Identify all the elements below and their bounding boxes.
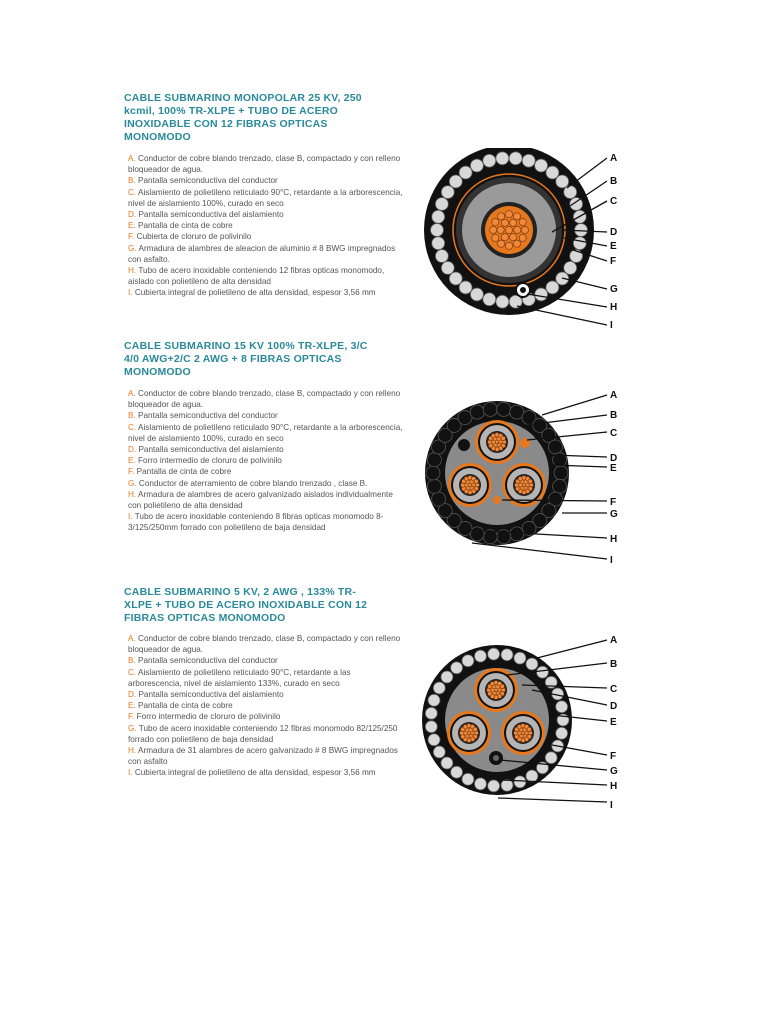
component-item <box>128 767 406 778</box>
component-item <box>128 633 406 655</box>
component-description: Pantalla de cinta de cobre <box>135 221 233 231</box>
label-a: A <box>610 390 618 401</box>
component-letter: H. <box>128 746 137 756</box>
component-description: Armadura de alambres de acero galvanizado aislados individualmente con polietileno de alta densidad <box>128 489 393 511</box>
cable-cross-section-diagram <box>412 630 632 810</box>
component-description: Conductor de aterramiento de cobre blando trenzado , clase B. <box>136 478 368 488</box>
component-description: Pantalla semiconductiva del conductor <box>135 656 278 666</box>
component-description: Pantalla semiconductiva del aislamiento <box>136 210 284 220</box>
component-letter: D. <box>128 690 137 700</box>
component-item <box>128 511 406 533</box>
component-description: Pantalla semiconductiva del aislamiento <box>136 445 284 455</box>
component-item <box>128 231 406 242</box>
label-i: I <box>610 800 613 810</box>
component-letter: B. <box>128 176 136 186</box>
component-description: Tubo de acero inoxidable conteniendo 12 fibras opticas monomodo, aislado con polietileno de alta densidad <box>128 266 385 287</box>
component-description: Pantalla de cinta de cobre <box>135 701 233 711</box>
label-b: B <box>610 410 618 421</box>
component-item <box>128 187 406 209</box>
component-description: Aislamiento de polietileno reticulado 90°C, retardante a las arborescencia, nivel de aislamiento 133%, curado en seco <box>128 667 351 688</box>
component-item <box>128 655 406 666</box>
component-letter: C. <box>128 667 137 677</box>
component-item <box>128 243 406 265</box>
component-description: Pantalla semiconductiva del aislamiento <box>136 690 284 700</box>
component-item <box>128 444 406 455</box>
component-item <box>128 410 406 421</box>
label-a: A <box>610 153 618 164</box>
label-d: D <box>610 453 618 464</box>
component-letter: I. <box>128 768 133 778</box>
component-item <box>128 422 406 444</box>
component-description: Tubo de acero inoxidable conteniendo 12 fibras monomodo 82/125/250 forrado con polietileno de baja densidad <box>128 723 398 744</box>
component-letter: F. <box>128 232 135 242</box>
cable-cross-section-diagram <box>412 385 632 565</box>
component-item <box>128 175 406 186</box>
label-h: H <box>610 302 618 313</box>
component-letter: D. <box>128 445 137 455</box>
component-list <box>128 153 406 299</box>
component-letter: G. <box>128 478 137 488</box>
label-b: B <box>610 176 618 187</box>
component-item <box>128 689 406 700</box>
component-item <box>128 265 406 287</box>
component-description: Tubo de acero inoxidable conteniendo 8 fibras opticas monomodo 8-3/125/250mm forrado con polietileno de baja densidad <box>128 512 384 533</box>
label-c: C <box>610 684 618 695</box>
cable-diagram-2-svg <box>412 385 632 565</box>
component-item <box>128 287 406 298</box>
label-a: A <box>610 635 618 646</box>
component-description: Aislamiento de polietileno reticulado 90°C, retardante a la arborescencia, nivel de aislamiento 100%, curado en seco <box>128 422 403 443</box>
component-list <box>128 633 406 779</box>
label-e: E <box>610 717 617 728</box>
label-g: G <box>610 509 618 520</box>
component-item <box>128 466 406 477</box>
component-description: Conductor de cobre blando trenzado, clase B, compactado y con relleno bloqueador de agua. <box>128 634 401 655</box>
component-item <box>128 667 406 689</box>
component-item <box>128 489 406 511</box>
component-letter: I. <box>128 288 133 298</box>
component-letter: H. <box>128 489 137 499</box>
label-i: I <box>610 320 613 328</box>
label-f: F <box>610 256 617 267</box>
component-letter: C. <box>128 422 137 432</box>
component-letter: F. <box>128 712 135 722</box>
component-description: Pantalla semiconductiva del conductor <box>135 176 278 186</box>
section-title: CABLE SUBMARINO 5 KV, 2 AWG , 133% TR-XLPE + TUBO DE ACERO INOXIDABLE CON 12 FIBRAS OPTICAS MONOMODO <box>124 586 368 624</box>
cable-diagram-3-svg <box>412 630 632 810</box>
component-letter: A. <box>128 389 136 398</box>
label-h: H <box>610 534 618 545</box>
component-letter: G. <box>128 243 137 253</box>
component-letter: B. <box>128 411 136 421</box>
label-d: D <box>610 227 618 238</box>
component-item <box>128 745 406 767</box>
component-letter: A. <box>128 634 136 643</box>
component-description: Armadura de alambres de aleacion de aluminio # 8 BWG impregnados con asfalto. <box>128 243 396 264</box>
label-c: C <box>610 428 618 439</box>
label-d: D <box>610 701 618 712</box>
component-letter: E. <box>128 221 136 231</box>
component-item <box>128 700 406 711</box>
component-letter: E. <box>128 456 136 466</box>
component-description: Pantalla semiconductiva del conductor <box>135 411 278 421</box>
label-f: F <box>610 497 617 508</box>
component-letter: I. <box>128 512 133 522</box>
label-e: E <box>610 241 617 252</box>
component-description: Pantalla de cinta de cobre <box>134 467 232 477</box>
component-description: Conductor de cobre blando trenzado, clase B, compactado y con relleno bloqueador de agua. <box>128 389 401 410</box>
component-letter: G. <box>128 723 137 733</box>
component-description: Cubierta integral de polietileno de alta densidad, espesor 3,56 mm <box>132 288 376 298</box>
component-description: Cubierta integral de polietileno de alta densidad, espesor 3,56 mm <box>132 768 376 778</box>
cable-diagram-1-svg <box>412 148 632 328</box>
component-letter: E. <box>128 701 136 711</box>
component-description: Forro intermedio de cloruro de polivinilo <box>134 712 281 722</box>
component-item <box>128 153 406 175</box>
component-item <box>128 723 406 745</box>
label-c: C <box>610 196 618 207</box>
component-description: Aislamiento de polietileno reticulado 90°C, retardante a la arborescencia, nivel de aislamiento 100%, curado en seco <box>128 187 403 208</box>
component-item <box>128 711 406 722</box>
component-item <box>128 478 406 489</box>
component-description: Forro intermedio de cloruro de polivinilo <box>135 456 282 466</box>
component-description: Conductor de cobre blando trenzado, clase B, compactado y con relleno bloqueador de agua. <box>128 154 401 175</box>
label-i: I <box>610 555 613 565</box>
label-g: G <box>610 284 618 295</box>
component-item <box>128 455 406 466</box>
component-letter: A. <box>128 154 136 163</box>
component-letter: F. <box>128 467 135 477</box>
cable-cross-section-diagram <box>412 148 632 328</box>
label-f: F <box>610 751 617 762</box>
component-letter: B. <box>128 656 136 666</box>
component-list <box>128 388 406 534</box>
label-b: B <box>610 659 618 670</box>
label-e: E <box>610 463 617 474</box>
label-g: G <box>610 766 618 777</box>
component-item <box>128 220 406 231</box>
component-letter: C. <box>128 187 137 197</box>
component-item <box>128 388 406 410</box>
component-letter: D. <box>128 210 137 220</box>
component-description: Cubierta de cloruro de polivinilo <box>134 232 252 242</box>
section-title: CABLE SUBMARINO 15 KV 100% TR-XLPE, 3/C 4/0 AWG+2/C 2 AWG + 8 FIBRAS OPTICAS MONOMODO <box>124 340 368 378</box>
label-h: H <box>610 781 618 792</box>
component-letter: H. <box>128 266 137 276</box>
component-description: Armadura de 31 alambres de acero galvanizado # 8 BWG impregnados con asfalto <box>128 746 398 767</box>
section-title: CABLE SUBMARINO MONOPOLAR 25 KV, 250 kcmil, 100% TR-XLPE + TUBO DE ACERO INOXIDABLE CON 12 FIBRAS OPTICAS MONOMODO <box>124 92 362 143</box>
component-item <box>128 209 406 220</box>
